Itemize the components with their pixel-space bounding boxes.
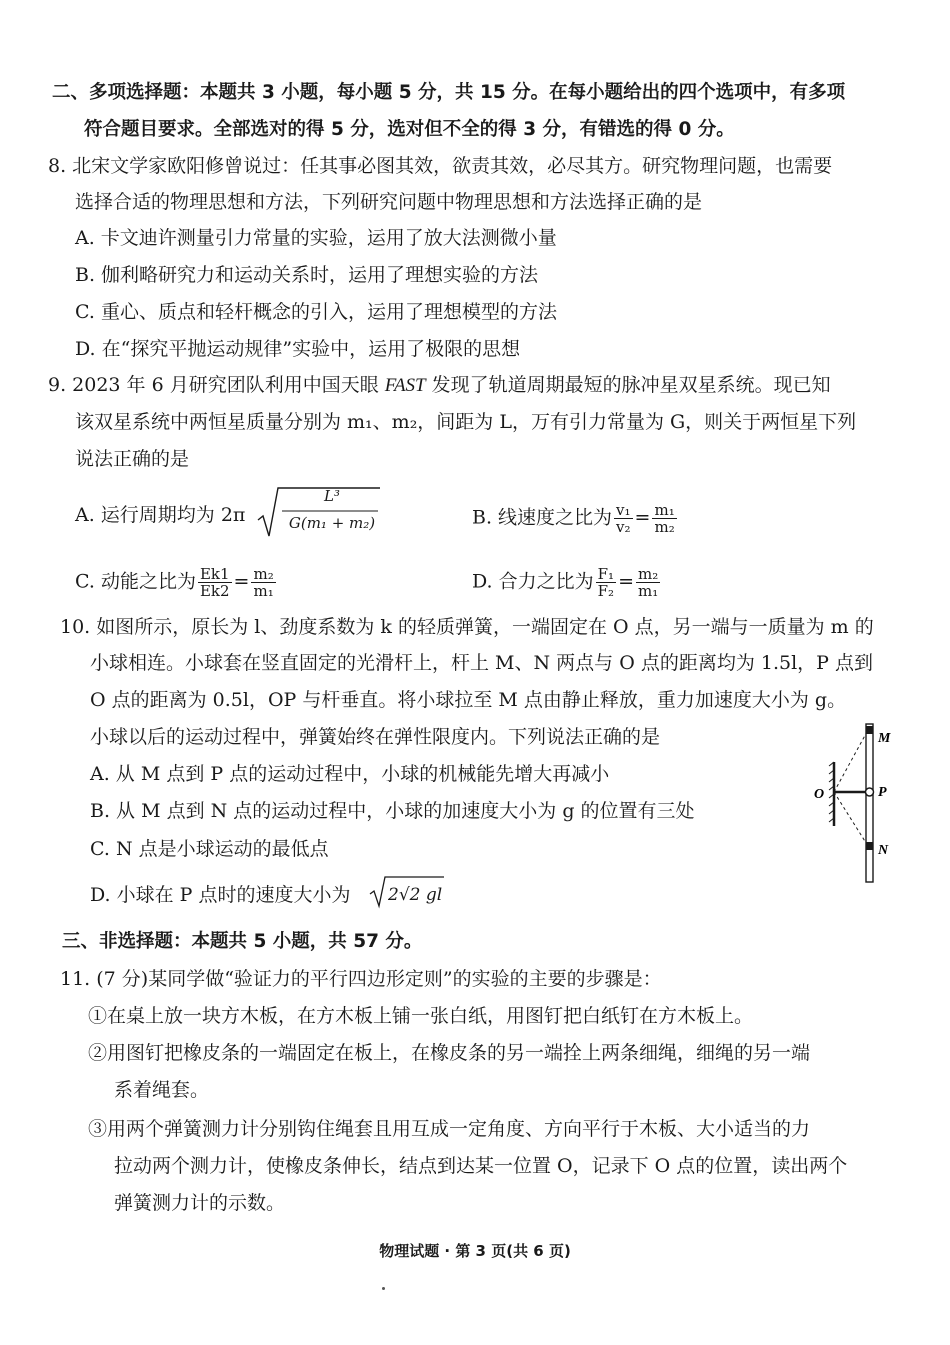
q9-option-b-text: B. 线速度之比为 <box>472 506 613 529</box>
q11-step3-line1: ③用两个弹簧测力计分别钩住绳套且用互成一定角度、方向平行于木板、大小适当的力 <box>88 1118 811 1140</box>
q9-option-c-frac-right <box>251 566 275 599</box>
vertical-rod <box>866 724 873 882</box>
q10-stem-line3: O 点的距离为 0.5l，OP 与杆垂直。将小球拉至 M 点由静止释放，重力加速度大小为 g。 <box>90 689 847 711</box>
q9-option-c <box>75 566 278 599</box>
section2-header-line2: 符合题目要求。全部选对的得 5 分，选对但不全的得 3 分，有错选的得 0 分。 <box>84 119 735 140</box>
q11-stem: 11. (7 分)某同学做“验证力的平行四边形定则”的实验的主要的步骤是： <box>60 968 662 990</box>
label-p: P <box>878 785 887 800</box>
q8-option-c: C. 重心、质点和轻杆概念的引入，运用了理想模型的方法 <box>75 301 557 323</box>
q9-option-b <box>472 502 679 535</box>
q9-option-c-eq: = <box>233 570 250 593</box>
q11-step3-line3: 弹簧测力计的示数。 <box>114 1192 286 1214</box>
q9-option-a-text: A. 运行周期均为 2π <box>75 504 246 526</box>
q10-stem-line4: 小球以后的运动过程中，弹簧始终在弹性限度内。下列说法正确的是 <box>90 726 661 748</box>
q9-stem-line1-b: 发现了轨道周期最短的脉冲星双星系统。现已知 <box>425 374 831 396</box>
q9-option-b-l-den: v₂ <box>616 518 631 536</box>
q9-option-c-frac-left <box>198 566 232 599</box>
q8-option-a: A. 卡文迪许测量引力常量的实验，运用了放大法测微小量 <box>75 227 557 249</box>
q9-option-c-r-den: m₁ <box>253 582 274 600</box>
q8-stem-line1: 8. 北宋文学家欧阳修曾说过：任其事必图其效，欲责其效，必尽其方。研究物理问题，也需要 <box>48 155 833 177</box>
dashed-line-om <box>834 730 868 792</box>
q9-option-c-r-num: m₂ <box>253 565 274 583</box>
section2-header-line1: 二、多项选择题：本题共 3 小题，每小题 5 分，共 15 分。在每小题给出的四个选项中，有多项 <box>52 82 846 103</box>
q9-option-b-eq: = <box>634 506 651 529</box>
q9-option-b-frac-right <box>652 502 676 535</box>
q9-option-d-l-num: F₁ <box>597 565 615 583</box>
point-n-marker <box>866 842 873 850</box>
q9-option-b-l-num: v₁ <box>616 501 631 519</box>
label-m: M <box>878 731 891 746</box>
q9-option-a-rad-den: G(m₁ + m₂) <box>288 514 376 532</box>
label-n: N <box>878 843 889 858</box>
q9-option-d-eq: = <box>618 570 634 593</box>
scan-speck <box>382 1287 385 1290</box>
q11-step2-line1: ②用图钉把橡皮条的一端固定在板上，在橡皮条的另一端拴上两条细绳，细绳的另一端 <box>88 1042 811 1064</box>
q9-option-d-frac-right <box>636 566 660 599</box>
q10-option-b: B. 从 M 点到 N 点的运动过程中，小球的加速度大小为 g 的位置有三处 <box>90 800 695 822</box>
q9-stem-line1-a: 9. 2023 年 6 月研究团队利用中国天眼 <box>48 374 385 396</box>
q9-option-c-l-num: Ek1 <box>199 565 230 583</box>
wall <box>829 762 834 826</box>
q10-option-d-text: D. 小球在 P 点时的速度大小为 <box>90 884 351 906</box>
q10-option-c: C. N 点是小球运动的最低点 <box>90 838 329 860</box>
point-m-marker <box>866 726 873 734</box>
q9-option-c-l-den: Ek2 <box>199 582 230 600</box>
page-footer: 物理试题 · 第 3 页(共 6 页) <box>379 1242 571 1260</box>
q11-step3-line2: 拉动两个测力计，使橡皮条伸长，结点到达某一位置 O，记录下 O 点的位置，读出两个 <box>114 1155 848 1177</box>
q9-stem-line3: 说法正确的是 <box>75 448 190 470</box>
q8-option-b: B. 伽利略研究力和运动关系时，运用了理想实验的方法 <box>75 264 539 286</box>
label-o: O <box>814 787 825 802</box>
q9-fast: FAST <box>384 375 426 396</box>
dashed-line-on <box>834 792 868 846</box>
q10-option-d-rad: 2√2 gl <box>388 885 443 905</box>
q9-option-d-frac-left <box>596 566 616 599</box>
q9-option-b-frac-left <box>614 502 633 535</box>
q10-figure <box>810 718 900 888</box>
q9-option-d <box>472 566 662 599</box>
q9-option-d-r-den: m₁ <box>637 582 659 600</box>
section3-header: 三、非选择题：本题共 5 小题，共 57 分。 <box>62 931 423 952</box>
q9-option-c-text: C. 动能之比为 <box>75 570 196 593</box>
q10-stem-line1: 10. 如图所示，原长为 l、劲度系数为 k 的轻质弹簧，一端固定在 O 点，另一端与一质量为 m 的 <box>60 616 874 638</box>
q9-option-d-text: D. 合力之比为 <box>472 570 594 593</box>
q10-option-a: A. 从 M 点到 P 点的运动过程中，小球的机械能先增大再减小 <box>90 763 610 785</box>
q8-stem-line2: 选择合适的物理思想和方法，下列研究问题中物理思想和方法选择正确的是 <box>75 191 703 213</box>
q9-option-a-rad-num: L³ <box>324 487 340 505</box>
q9-option-b-r-den: m₂ <box>654 518 675 536</box>
q11-step2-line2: 系着绳套。 <box>114 1079 210 1101</box>
q9-option-d-r-num: m₂ <box>637 565 659 583</box>
q9-option-d-l-den: F₂ <box>597 582 615 600</box>
q11-step1: ①在桌上放一块方木板，在方木板上铺一张白纸，用图钉把白纸钉在方木板上。 <box>88 1005 754 1027</box>
q8-option-d: D. 在“探究平抛运动规律”实验中，运用了极限的思想 <box>75 338 521 360</box>
q10-stem-line2: 小球相连。小球套在竖直固定的光滑杆上，杆上 M、N 两点与 O 点的距离均为 1.5l，P 点到 <box>90 652 873 674</box>
q9-option-b-r-num: m₁ <box>654 501 675 519</box>
q9-stem-line1 <box>48 372 831 399</box>
q9-stem-line2: 该双星系统中两恒星质量分别为 m₁、m₂，间距为 L，万有引力常量为 G，则关于两恒星下列 <box>75 411 857 433</box>
ball <box>866 788 874 796</box>
